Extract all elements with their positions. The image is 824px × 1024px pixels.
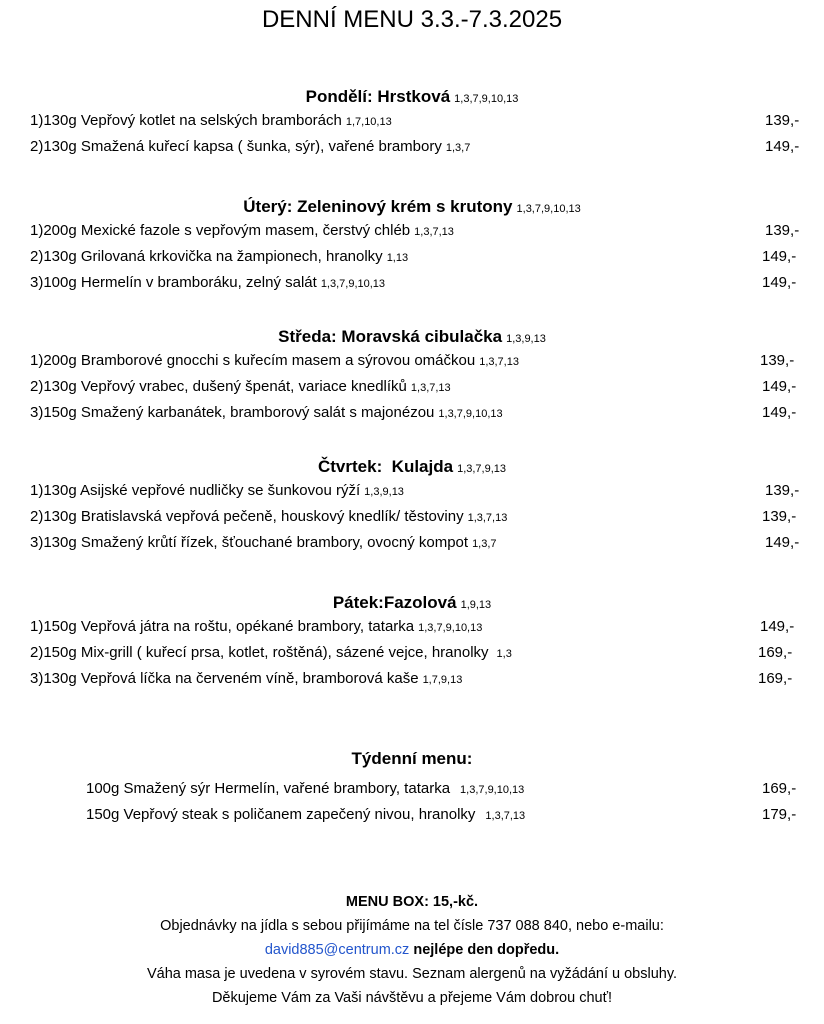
dish-allergens: 1,3,7,9,10,13 — [418, 622, 483, 634]
thanks-note: Děkujeme Vám za Vaši návštěvu a přejeme Vám dobrou chuť! — [211, 990, 613, 1006]
day-name: Středa: Moravská cibulačka — [278, 327, 503, 346]
menu-item — [0, 270, 824, 296]
dish-price: 169,- — [758, 670, 793, 687]
menu-item — [0, 802, 824, 828]
dish-allergens: 1,3,7,9,10,13 — [438, 408, 503, 420]
dish-allergens: 1,3,7,13 — [467, 512, 508, 524]
day-heading — [0, 196, 824, 218]
menu-box-note: MENU BOX: 15,-kč. — [345, 894, 479, 910]
weight-note: Váha masa je uvedena v syrovém stavu. Seznam alergenů na vyžádání u obsluhy. — [146, 966, 678, 982]
day-section-tuesday — [0, 196, 824, 296]
day-name: Úterý: Zeleninový krém s krutony — [243, 197, 513, 216]
dish-text: 2)130g Bratislavská vepřová pečeně, houskový knedlík/ těstoviny 1,3,7,13 — [30, 508, 508, 525]
menu-item — [0, 218, 824, 244]
dish-price: 139,- — [765, 222, 800, 239]
dish-price: 149,- — [762, 378, 797, 395]
day-section-thursday — [0, 456, 824, 556]
day-section-monday — [0, 86, 824, 160]
menu-item — [0, 134, 824, 160]
dish-text: 1)200g Bramborové gnocchi s kuřecím masem a sýrovou omáčkou 1,3,7,13 — [30, 352, 519, 369]
dish-price: 149,- — [762, 404, 797, 421]
email-line — [0, 938, 824, 962]
dish-allergens: 1,3,7,13 — [414, 226, 454, 238]
day-allergens: 1,3,9,13 — [506, 333, 546, 345]
dish-allergens: 1,13 — [386, 252, 409, 264]
weekly-menu-section — [0, 748, 824, 828]
dish-price: 139,- — [765, 482, 800, 499]
dish-price: 179,- — [762, 806, 797, 823]
dish-allergens: 1,3 — [496, 648, 512, 660]
dish-price: 149,- — [765, 534, 800, 551]
dish-text: 1)200g Mexické fazole s vepřovým masem, čerstvý chléb 1,3,7,13 — [30, 222, 454, 239]
dish-price: 139,- — [760, 352, 795, 369]
dish-text: 2)130g Grilovaná krkovička na žampionech, hranolky 1,13 — [30, 248, 409, 265]
day-name: Pátek:Fazolová — [332, 593, 457, 612]
dish-text: 150g Vepřový steak s poličanem zapečený nivou, hranolky 1,3,7,13 — [86, 806, 526, 823]
dish-allergens: 1,7,10,13 — [345, 116, 392, 128]
menu-item — [0, 666, 824, 692]
menu-item — [0, 400, 824, 426]
dish-price: 169,- — [762, 780, 797, 797]
dish-price: 149,- — [762, 274, 797, 291]
weekly-heading: Týdenní menu: — [351, 749, 473, 768]
day-allergens: 1,3,7,9,10,13 — [516, 203, 581, 215]
day-heading — [0, 326, 824, 348]
dish-allergens: 1,3,9,13 — [364, 486, 404, 498]
day-allergens: 1,3,7,9,13 — [457, 463, 507, 475]
menu-item — [0, 640, 824, 666]
menu-item — [0, 478, 824, 504]
menu-item — [0, 374, 824, 400]
dish-text: 2)130g Smažená kuřecí kapsa ( šunka, sýr), vařené brambory 1,3,7 — [30, 138, 471, 155]
dish-allergens: 1,3,7,13 — [479, 356, 519, 368]
menu-item — [0, 504, 824, 530]
day-section-wednesday — [0, 326, 824, 426]
dish-text: 3)100g Hermelín v bramboráku, zelný salát 1,3,7,9,10,13 — [30, 274, 386, 291]
day-allergens: 1,3,7,9,10,13 — [454, 93, 519, 105]
day-heading — [0, 592, 824, 614]
dish-price: 149,- — [762, 248, 797, 265]
dish-allergens: 1,3,7 — [472, 538, 497, 550]
day-name: Pondělí: Hrstková — [305, 87, 451, 106]
page-title: DENNÍ MENU 3.3.-7.3.2025 — [261, 6, 563, 33]
dish-text: 3)150g Smažený karbanátek, bramborový salát s majonézou 1,3,7,9,10,13 — [30, 404, 503, 421]
day-section-friday — [0, 592, 824, 692]
menu-item — [0, 776, 824, 802]
dish-price: 169,- — [758, 644, 793, 661]
dish-text: 1)130g Asijské vepřové nudličky se šunkovou rýží 1,3,9,13 — [30, 482, 404, 499]
dish-text: 2)150g Mix-grill ( kuřecí prsa, kotlet, roštěná), sázené vejce, hranolky 1,3 — [30, 644, 512, 661]
day-allergens: 1,9,13 — [460, 599, 492, 611]
footer-notes — [0, 890, 824, 1010]
day-heading — [0, 456, 824, 478]
dish-allergens: 1,7,9,13 — [422, 674, 463, 686]
day-name: Čtvrtek: Kulajda — [317, 457, 454, 476]
email-link[interactable]: david885@centrum.cz — [264, 942, 410, 958]
menu-item — [0, 614, 824, 640]
dish-text: 100g Smažený sýr Hermelín, vařené brambory, tatarka 1,3,7,9,10,13 — [86, 780, 525, 797]
menu-item — [0, 348, 824, 374]
dish-text: 2)130g Vepřový vrabec, dušený špenát, variace knedlíků 1,3,7,13 — [30, 378, 451, 395]
menu-item — [0, 530, 824, 556]
dish-price: 149,- — [765, 138, 800, 155]
email-suffix: nejlépe den dopředu. — [413, 942, 560, 958]
dish-price: 149,- — [760, 618, 795, 635]
dish-allergens: 1,3,7,9,10,13 — [460, 784, 525, 796]
dish-price: 139,- — [762, 508, 797, 525]
dish-allergens: 1,3,7,13 — [410, 382, 451, 394]
order-info: Objednávky na jídla s sebou přijímáme na tel čísle 737 088 840, nebo e-mailu: — [160, 918, 664, 934]
dish-price: 139,- — [765, 112, 800, 129]
dish-allergens: 1,3,7,13 — [485, 810, 526, 822]
dish-text: 1)130g Vepřový kotlet na selských bramborách 1,7,10,13 — [30, 112, 392, 129]
day-heading — [0, 86, 824, 108]
menu-item — [0, 108, 824, 134]
dish-text: 3)130g Smažený krůtí řízek, šťouchané brambory, ovocný kompot 1,3,7 — [30, 534, 497, 551]
dish-allergens: 1,3,7 — [445, 142, 471, 154]
dish-allergens: 1,3,7,9,10,13 — [320, 278, 386, 290]
dish-text: 3)130g Vepřová líčka na červeném víně, bramborová kaše 1,7,9,13 — [30, 670, 463, 687]
dish-text: 1)150g Vepřová játra na roštu, opékané brambory, tatarka 1,3,7,9,10,13 — [30, 618, 483, 635]
menu-item — [0, 244, 824, 270]
